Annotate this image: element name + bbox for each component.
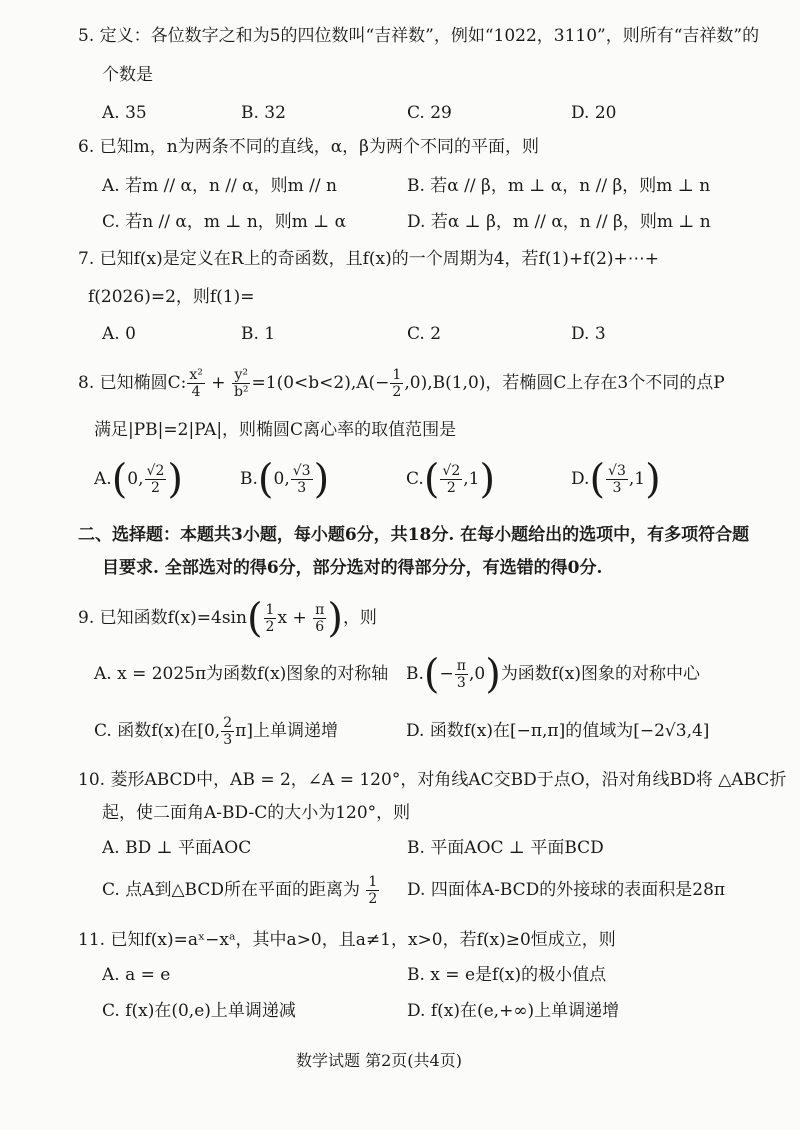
q9-option-a: A. x = 2025π为函数f(x)图象的对称轴 <box>94 664 389 684</box>
q5-stem-line1: 5. 定义：各位数字之和为5的四位数叫“吉祥数”，例如“1022，3110”，则所有“吉祥数”的 <box>78 26 760 46</box>
q10-option-b: B. 平面AOC ⊥ 平面BCD <box>407 838 604 858</box>
q6-option-b: B. 若α // β，m ⊥ α，n // β，则m ⊥ n <box>407 176 711 196</box>
q6-stem: 6. 已知m，n为两条不同的直线，α，β为两个不同的平面，则 <box>78 137 539 157</box>
q11-option-d: D. f(x)在(e,+∞)上单调递增 <box>407 1001 620 1021</box>
q5-option-b: B. 32 <box>241 103 286 123</box>
q11-option-a: A. a = e <box>102 965 171 985</box>
q7-option-c: C. 2 <box>407 324 442 344</box>
q9-option-b: B.(− $\frac{\pi}{3}$ ,0)为函数f(x)图象的对称中心 <box>406 651 700 698</box>
q7-option-b: B. 1 <box>241 324 276 344</box>
q11-stem: 11. 已知f(x)=aˣ−xᵃ，其中a>0，且a≠1，x>0，若f(x)≥0恒成立，则 <box>78 930 616 950</box>
q8-option-b: B.(0, $\frac{√3}{3}$ ) <box>240 456 330 503</box>
q5-stem-line2: 个数是 <box>102 65 153 85</box>
q7-stem-line2: f(2026)=2，则f(1)= <box>88 287 255 307</box>
q7-stem-line1: 7. 已知f(x)是定义在R上的奇函数，且f(x)的一个周期为4，若f(1)+f(2)+⋯+ <box>78 249 660 269</box>
q10-stem-line2: 起，使二面角A-BD-C的大小为120°，则 <box>102 803 411 823</box>
q6-option-a: A. 若m // α，n // α，则m // n <box>102 176 337 196</box>
q7-option-a: A. 0 <box>102 324 136 344</box>
q10-option-c: C. 点A到△BCD所在平面的距离为 $\frac{1}{2}$ <box>102 874 378 907</box>
page-footer: 数学试题 第2页(共4页) <box>296 1051 462 1070</box>
q9-option-d: D. 函数f(x)在[−π,π]的值域为[−2√3,4] <box>406 721 710 741</box>
q11-option-c: C. f(x)在(0,e)上单调递减 <box>102 1001 296 1021</box>
q5-option-c: C. 29 <box>407 103 452 123</box>
q6-option-c: C. 若n // α，m ⊥ n，则m ⊥ α <box>102 212 347 232</box>
section-2-heading-line2: 目要求. 全部选对的得6分，部分选对的得部分分，有选错的得0分. <box>102 558 603 578</box>
q9-option-c: C. 函数f(x)在[0, $\frac{2}{3}$ π]上单调递增 <box>94 715 338 748</box>
q10-option-a: A. BD ⊥ 平面AOC <box>102 838 252 858</box>
q6-option-d: D. 若α ⊥ β，m // α，n // β，则m ⊥ n <box>407 212 711 232</box>
section-2-heading-line1: 二、选择题：本题共3小题，每小题6分，共18分. 在每小题给出的选项中，有多项符合题 <box>78 525 750 545</box>
q8-option-a: A.(0, $\frac{√2}{2}$ ) <box>94 456 183 503</box>
q10-option-d: D. 四面体A-BCD的外接球的表面积是28π <box>407 880 726 900</box>
q8-stem-line1: 8. 已知椭圆C: $\frac{\text{x²}}{4}$ + $\frac{\text{y²}}{\text{b²}}$ =1(0<b<2),A(− $\frac{1}{2}$ ,0),B(1,0)，若椭圆C上存在3个不同的点P <box>78 367 725 400</box>
q5-option-d: D. 20 <box>571 103 617 123</box>
q10-stem-line1: 10. 菱形ABCD中，AB = 2，∠A = 120°，对角线AC交BD于点O，沿对角线BD将 △ABC折 <box>78 770 787 790</box>
q5-option-a: A. 35 <box>102 103 147 123</box>
q8-option-c: C.( $\frac{√2}{2}$ ,1) <box>406 456 496 503</box>
q8-option-d: D.( $\frac{√3}{3}$ ,1) <box>571 456 661 503</box>
q9-stem: 9. 已知函数f(x)=4sin( $\frac{1}{2}$ x + $\frac{\pi}{6}$ )，则 <box>78 595 377 642</box>
q7-option-d: D. 3 <box>571 324 606 344</box>
q11-option-b: B. x = e是f(x)的极小值点 <box>407 965 607 985</box>
q8-stem-line2: 满足|PB|=2|PA|，则椭圆C离心率的取值范围是 <box>94 420 457 440</box>
